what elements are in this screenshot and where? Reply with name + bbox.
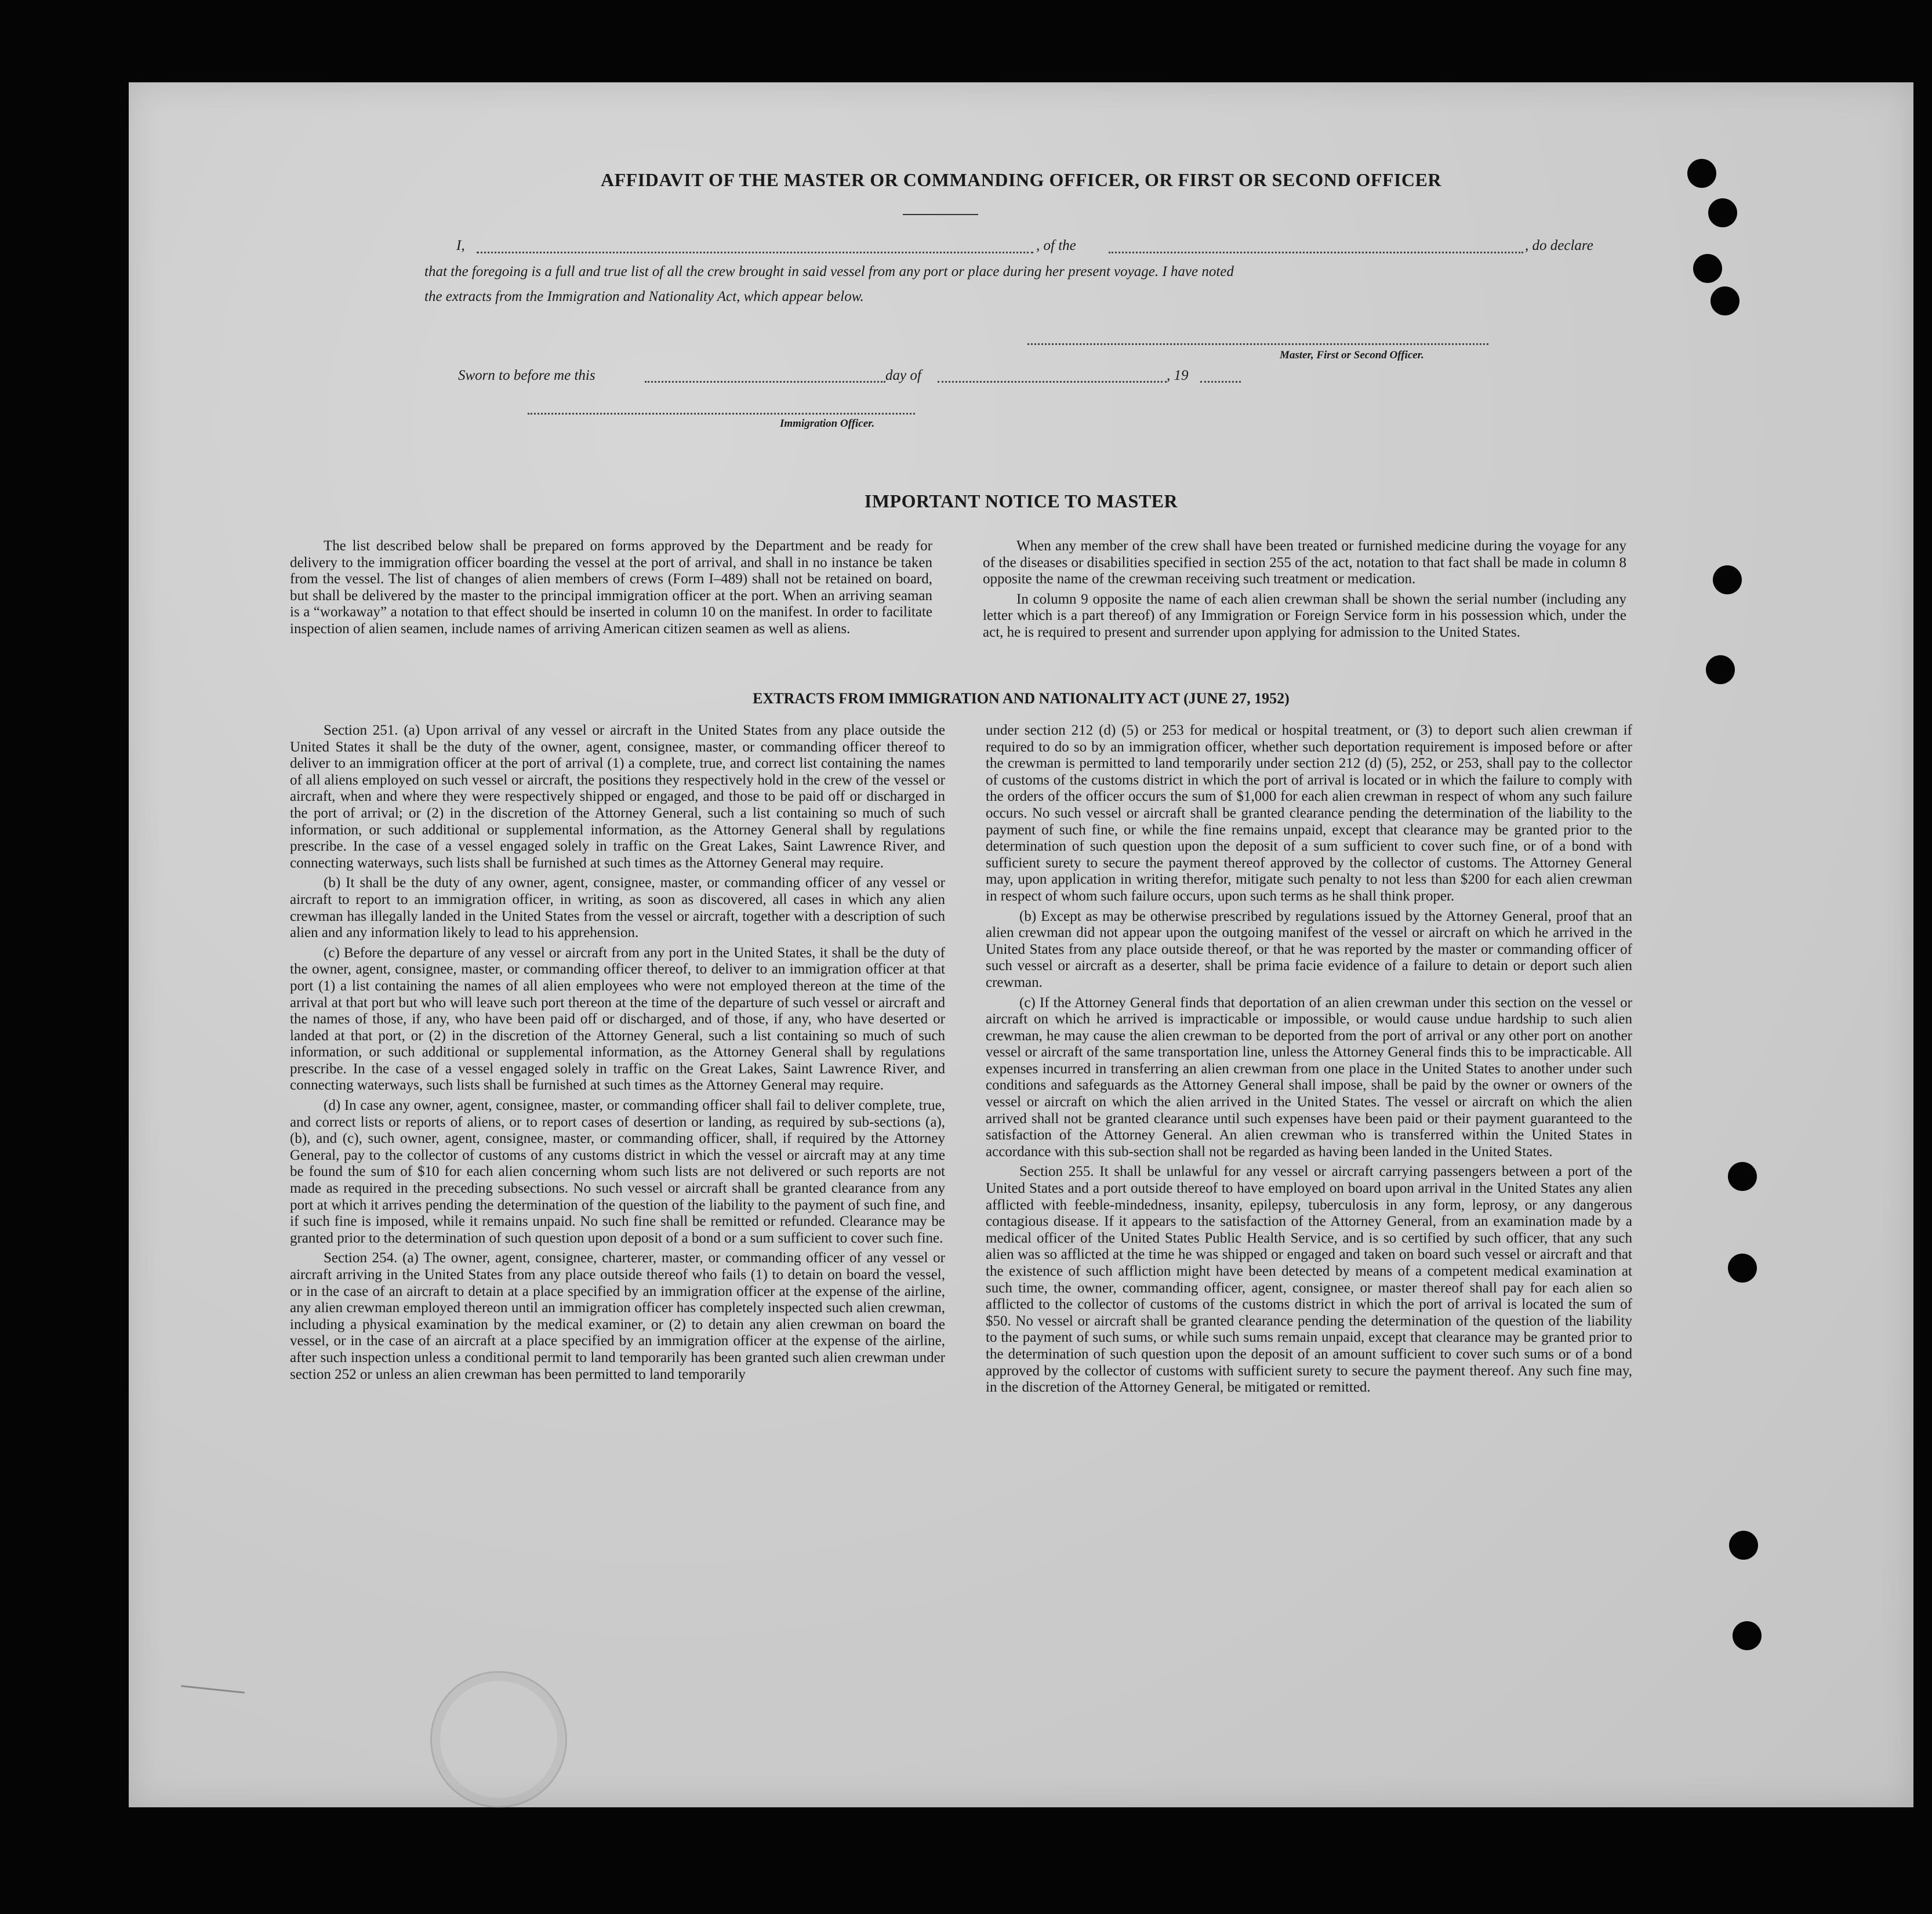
- margin-mark: [181, 1685, 245, 1693]
- section-254-b: (b) Except as may be otherwise prescribed by regulations issued by the Attorney General, proof that an alien crewman did not appear upon the outgoing manifest of the vessel or aircraft on which he arrived in the United States from any place outside thereof, or that he was reported by the master or commanding officer of such vessel or aircraft as a deserter, shall be prima facie evidence of a failure to detain or deport such alien crewman.: [986, 908, 1632, 990]
- punch-hole-icon: [1706, 655, 1735, 684]
- punch-hole-icon: [1728, 1162, 1757, 1191]
- section-254-c: (c) If the Attorney General finds that deportation of an alien crewman under this section on the vessel or aircraft on which he arrived is impracticable or impossible, or would cause undue hardship to such alien crewman, he may cause the alien crewman to be deported from the port of arrival or any other port on another vessel or aircraft of the same transportation line, unless the Attorney General finds this to be impracticable. All expenses incurred in transferring an alien crewman from one place in the United States to another under such conditions and safeguards as the Attorney General shall impose, shall be paid by the owner or owners of the vessel or aircraft on which the alien arrived in the United States. The vessel or aircraft on which the alien arrived shall not be granted clearance until such expenses have been paid or their payment guaranteed to the satisfaction of the Attorney General. An alien crewman who is transferred within the United States in accordance with this sub-section shall not be regarded as having been landed in the United States.: [986, 994, 1632, 1160]
- sworn-day-blank: [645, 381, 885, 383]
- section-254-a: Section 254. (a) The owner, agent, consignee, charterer, master, or commanding officer of any vessel or aircraft arriving in the United States from any place outside thereof who fails (1) to detain on board the vessel, or in the case of an aircraft to detain at a place specified by an immigration officer at the expense of the airline, any alien crewman employed thereon until an immigration officer has completely inspected such alien crewman, including a physical examination by the medical examiner, or (2) to detain any alien crewman on board the vessel, or in the case of an aircraft at a place specified by an immigration officer at the expense of the airline, after such inspection unless a conditional permit to land temporarily has been granted such alien crewman under section 252 or unless an alien crewman has been permitted to land temporarily: [290, 1250, 945, 1382]
- master-signature-line: [1027, 343, 1488, 345]
- notice-right-column: [983, 538, 1626, 641]
- extracts-left-column: [290, 722, 945, 1383]
- vessel-blank-line: [1109, 252, 1523, 253]
- punch-hole-icon: [1729, 1531, 1758, 1560]
- day-of-label: day of: [885, 368, 921, 383]
- section-254-a-continued: under section 212 (d) (5) or 253 for medical or hospital treatment, or (3) to deport such alien crewman if required to do so by an immigration officer, whether such deportation requirement is imposed before or after the crewman is permitted to land temporarily under section 212 (d) (5), 252, or 253, shall pay to the collector of customs of the customs district in which the port of arrival is located or in which the failure to comply with the orders of the officer occurs the sum of $1,000 for each alien crewman in respect of whom any such failure occurs. No such vessel or aircraft shall be granted clearance pending the determination of the liability to the payment of such fine, or while the fine remains unpaid, except that clearance may be granted prior to the determination of such question upon the deposit of a sum sufficient to cover such fine, or of a bond with sufficient surety to secure the payment thereof approved by the collector of customs. The Attorney General may, upon application in writing therefor, mitigate such penalty to not less than $200 for each alien crewman in respect of whom such failure occurs, upon such terms as he shall think proper.: [986, 722, 1632, 904]
- punch-hole-icon: [1708, 198, 1737, 227]
- punch-hole-icon: [1733, 1621, 1762, 1650]
- punch-hole-icon: [1728, 1254, 1757, 1283]
- section-251-c: (c) Before the departure of any vessel or aircraft from any port in the United States, it shall be the duty of the owner, agent, consignee, master, or commanding officer thereof, to deliver to an immigration officer at that port (1) a list containing the names of all alien employees who were not employed thereon at the time of the arrival at that port but who will leave such port thereon at the time of the departure of such vessel or aircraft and the names of those, if any, who have been paid off or discharged, and of those, if any, who have deserted or landed at that port, or (2) in the discretion of the Attorney General, such a list containing so much of such information, or such additional or supplemental information, as the Attorney General shall by regulations prescribe. In the case of a vessel engaged solely in traffic on the Great Lakes, Saint Lawrence River, and connecting waterways, such lists shall be furnished at such times as the Attorney General may require.: [290, 945, 945, 1094]
- punch-hole-icon: [1713, 565, 1742, 594]
- name-blank-line: [477, 252, 1033, 253]
- notice-left-paragraph: The list described below shall be prepared on forms approved by the Department and be ready for delivery to the immigration officer boarding the vessel at the port of arrival, and shall in no instance be taken from the vessel. The list of changes of alien members of crews (Form I–489) shall not be retained on board, but shall be delivered by the master to the principal immigration officer at the port. When an arriving seaman is a “workaway” a notation to that effect should be inserted in column 10 on the manifest. In order to facilitate inspection of alien seamen, include names of arriving American citizen seamen as well as aliens.: [290, 538, 932, 637]
- affidavit-do-declare: , do declare: [1525, 238, 1593, 253]
- sworn-label: Sworn to before me this: [458, 368, 595, 383]
- notice-right-paragraph-2: In column 9 opposite the name of each alien crewman shall be shown the serial number (including any letter which is a part thereof) of any Immigration or Foreign Service form in his possession which, under the act, he is required to present and surrender upon applying for admission to the United States.: [983, 591, 1626, 640]
- affidavit-title: AFFIDAVIT OF THE MASTER OR COMMANDING OFFICER, OR FIRST OR SECOND OFFICER: [601, 169, 1441, 190]
- punch-hole-icon: [1693, 254, 1722, 283]
- year-prefix: , 19: [1167, 368, 1189, 383]
- notice-left-column: [290, 538, 932, 638]
- declaration-line-2: the extracts from the Immigration and Nationality Act, which appear below.: [424, 289, 864, 304]
- document-page: [129, 82, 1913, 1807]
- embossed-seal: [430, 1671, 567, 1808]
- section-251-a: Section 251. (a) Upon arrival of any vessel or aircraft in the United States from any place outside the United States it shall be the duty of the owner, agent, consignee, master, or commanding officer thereof to deliver to an immigration officer at the port of arrival (1) a complete, true, and correct list containing the names of all aliens employed on such vessel or aircraft, the positions they respectively hold in the crew of the vessel or aircraft, when and where they were respectively shipped or engaged, and those to be paid off or discharged in the port of arrival; or (2) in the discretion of the Attorney General, such a list containing so much of such information, or such additional or supplemental information, as the Attorney General shall by regulations prescribe. In the case of a vessel engaged solely in traffic on the Great Lakes, Saint Lawrence River, and connecting waterways, such lists shall be furnished at such times as the Attorney General may require.: [290, 722, 945, 871]
- section-251-d: (d) In case any owner, agent, consignee, master, or commanding officer shall fail to deliver complete, true, and correct lists or reports of aliens, or to report cases of desertion or landing, as required by sub-sections (a), (b), and (c), such owner, agent, consignee, master, or commanding officer, shall, if required by the Attorney General, pay to the collector of customs of any customs district in which the vessel or aircraft may at any time be found the sum of $10 for each alien concerning whom such lists are not delivered or such reports are not made as required in the preceding subsections. No such vessel or aircraft shall be granted clearance from any port at which it arrives pending the determination of the question of the liability to the payment of such fine, and if such fine is imposed, while it remains unpaid. No such fine shall be remitted or refunded. Clearance may be granted prior to the determination of such question upon deposit of a bond or a sum sufficient to cover such fine.: [290, 1098, 945, 1246]
- extracts-title: EXTRACTS FROM IMMIGRATION AND NATIONALITY ACT (JUNE 27, 1952): [753, 690, 1290, 707]
- notice-right-paragraph-1: When any member of the crew shall have been treated or furnished medicine during the voyage for any of the diseases or disabilities specified in section 255 of the act, notation to that fact shall be made in column 8 opposite the name of the crewman receiving such treatment or medication.: [983, 538, 1626, 587]
- affidavit-i-label: I,: [456, 238, 465, 253]
- punch-hole-icon: [1687, 159, 1716, 188]
- affidavit-of-the: , of the: [1036, 238, 1076, 253]
- notice-title: IMPORTANT NOTICE TO MASTER: [864, 491, 1178, 511]
- master-signature-label: Master, First or Second Officer.: [1280, 349, 1424, 361]
- section-251-b: (b) It shall be the duty of any owner, agent, consignee, master, or commanding officer of any vessel or aircraft to report to an immigration officer, in writing, as soon as discovered, all cases in which any alien crewman has illegally landed in the United States from the vessel or aircraft, together with a description of such alien and any information likely to lead to his apprehension.: [290, 875, 945, 941]
- section-255: Section 255. It shall be unlawful for any vessel or aircraft carrying passengers between a port of the United States and a port outside thereof to have employed on board upon arrival in the United States any alien afflicted with feeble-mindedness, insanity, epilepsy, tuberculosis in any form, leprosy, or any dangerous contagious disease. If it appears to the satisfaction of the Attorney General, from an examination made by a medical officer of the United States Public Health Service, and is so certified by such officer, that any such alien was so afflicted at the time he was shipped or engaged and taken on board such vessel or aircraft and that the existence of such affliction might have been detected by means of a competent medical examination at such time, the owner, commanding officer, agent, consignee, or master thereof shall pay for each alien so afflicted to the collector of customs of the customs district in which the port of arrival is located the sum of $50. No vessel or aircraft shall be granted clearance pending the determination of the question of the liability to the payment of such sums, or while such sums remain unpaid, except that clearance may be granted prior to the determination of such question upon the deposit of an amount sufficient to cover such sums or of a bond approved by the collector of customs with sufficient surety to secure the payment thereof. Any such fine may, in the discretion of the Attorney General, be mitigated or remitted.: [986, 1164, 1632, 1396]
- extracts-right-column: [986, 722, 1632, 1396]
- punch-hole-icon: [1711, 286, 1739, 315]
- officer-signature-label: Immigration Officer.: [780, 417, 875, 430]
- declaration-line-1: that the foregoing is a full and true list of all the crew brought in said vessel from any port or place during her present voyage. I have noted: [424, 264, 1234, 279]
- officer-signature-line: [528, 413, 915, 415]
- title-underline: [903, 214, 978, 215]
- year-blank: [1200, 381, 1241, 383]
- month-blank: [938, 381, 1167, 383]
